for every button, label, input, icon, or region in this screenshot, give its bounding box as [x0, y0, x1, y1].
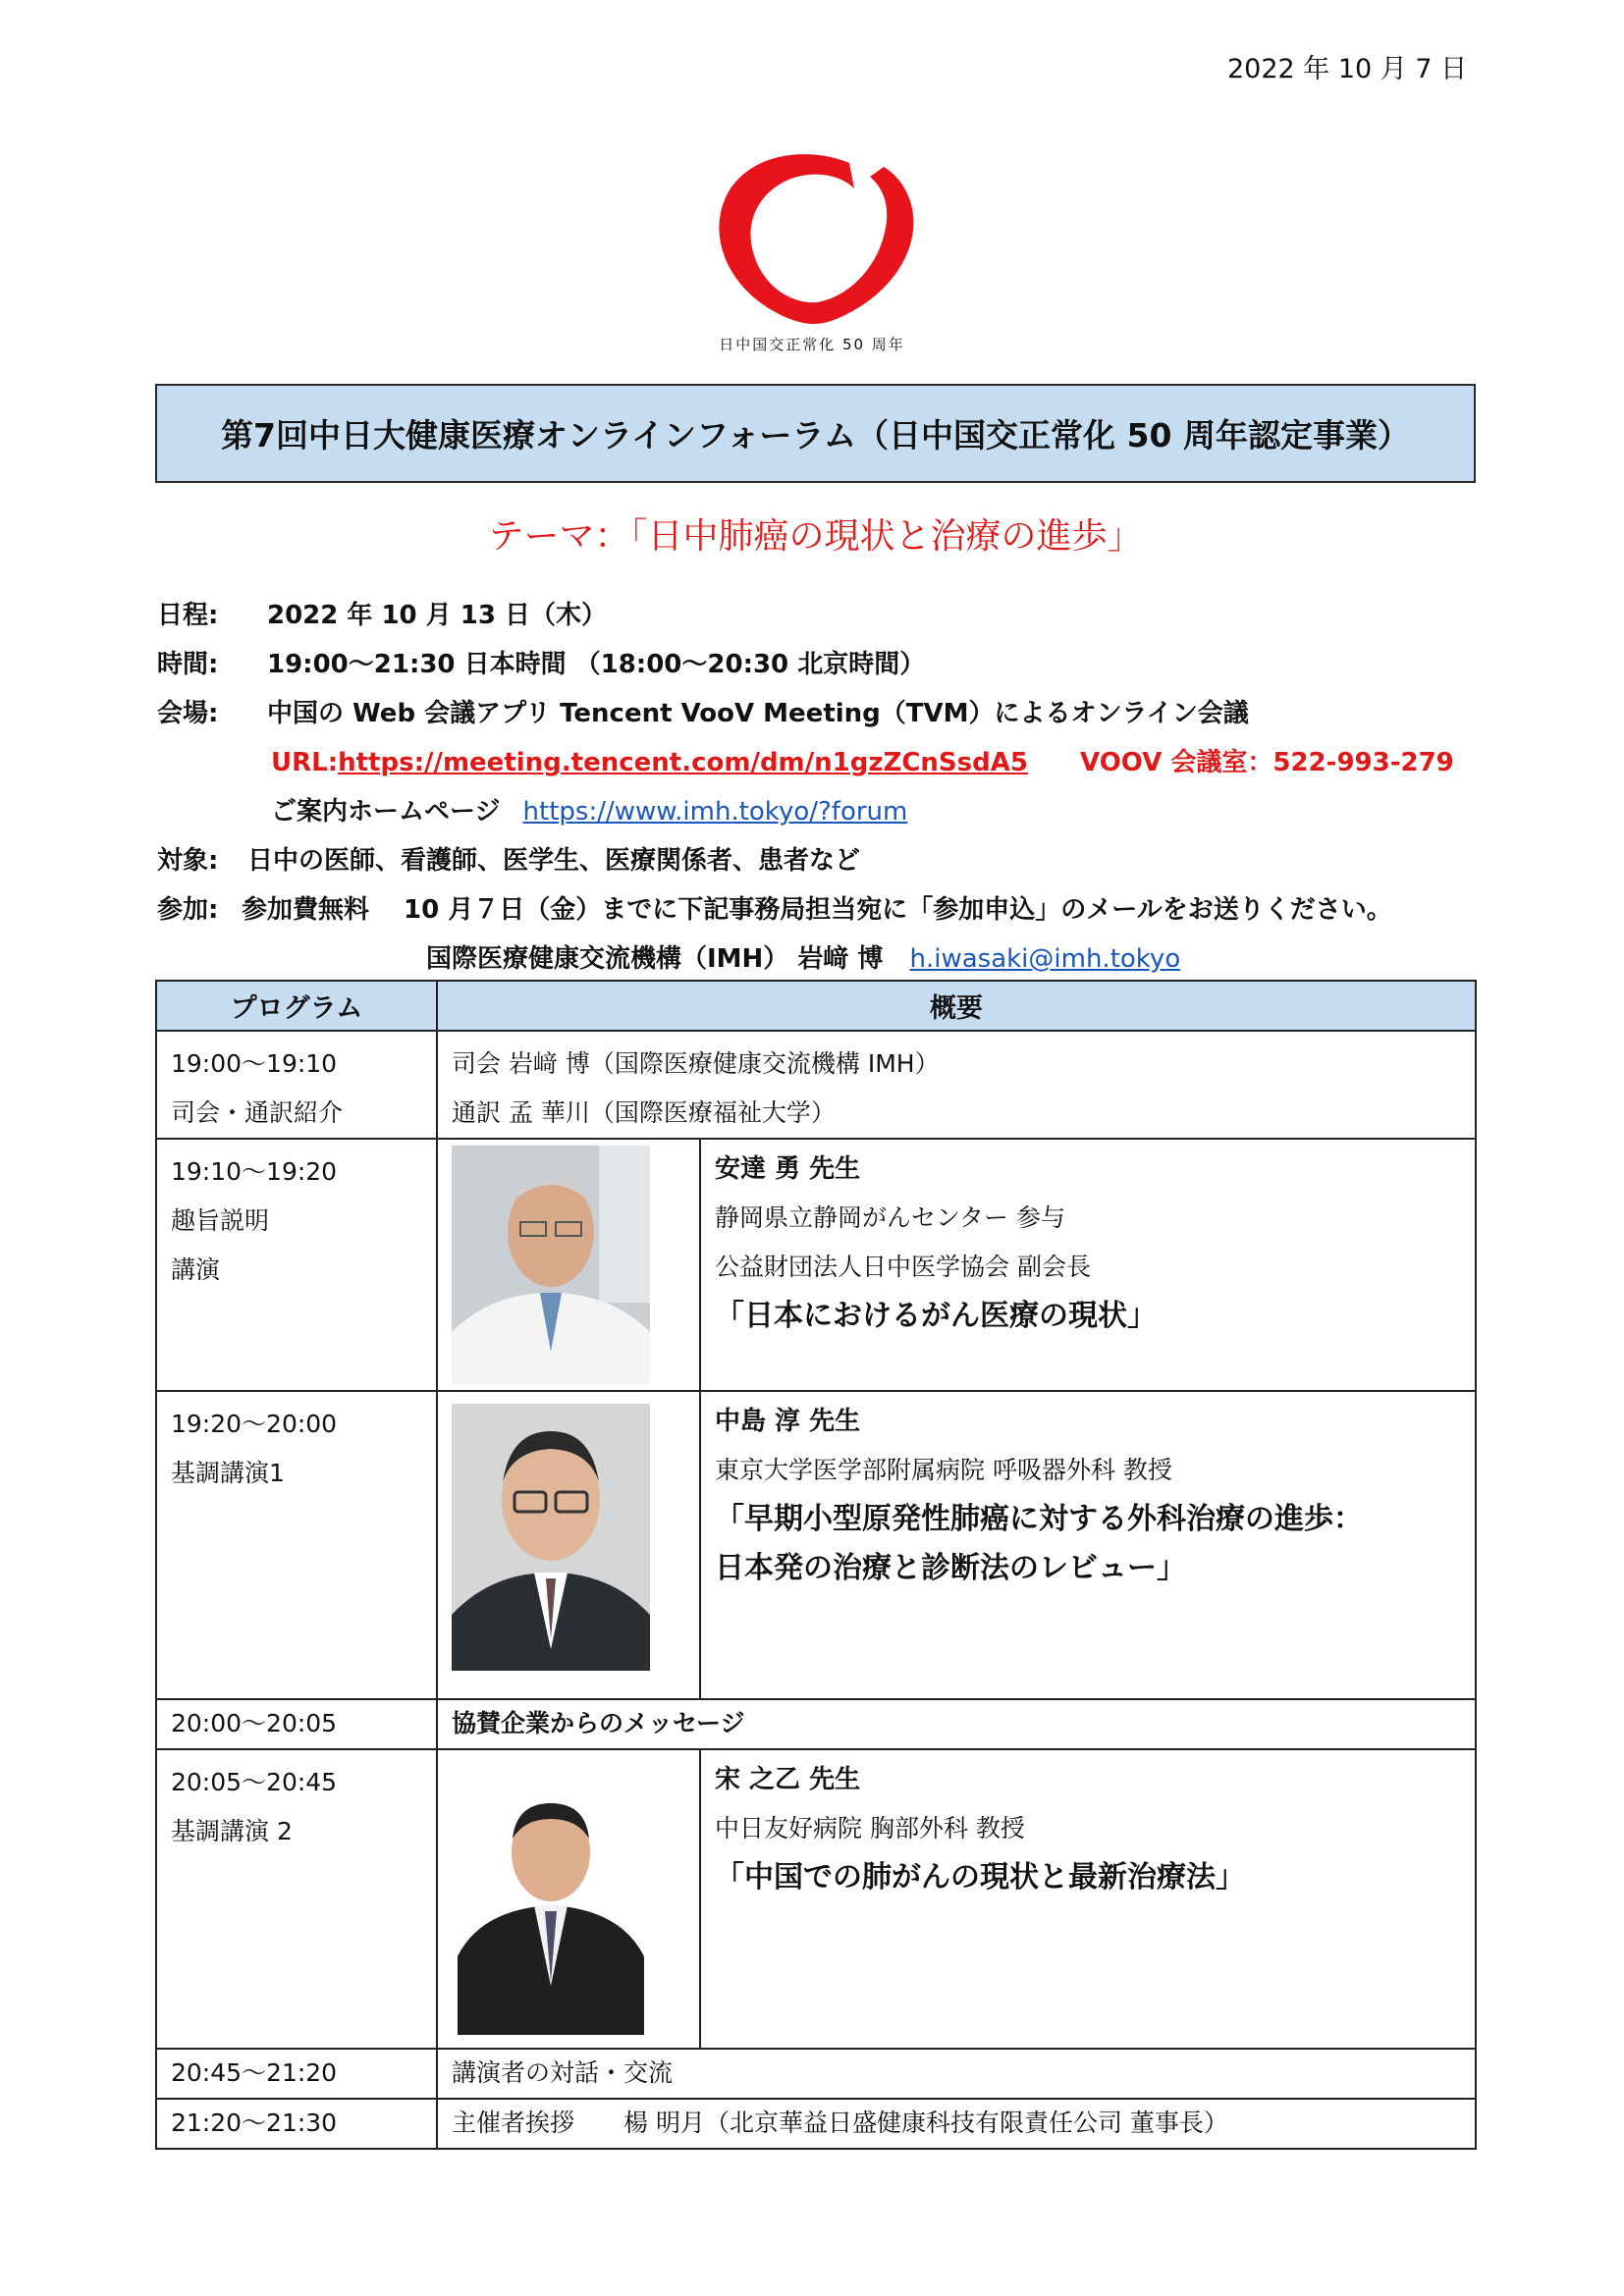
speaker-name: 安達 勇 先生 [715, 1154, 861, 1184]
mc-line: 司会 岩﨑 博（国際医療健康交流機構 IMH） [452, 1049, 940, 1078]
row-time: 20:45～21:20 [171, 2058, 338, 2087]
contact-email-link[interactable]: h.iwasaki@imh.tokyo [909, 944, 1181, 974]
summary-header: 概要 [437, 981, 1476, 1031]
forum-theme: テーマ：「日中肺癌の現状と治療の進歩」 [488, 516, 1143, 557]
document-date: 2022 年 10 月 7 日 [1227, 54, 1468, 84]
talk-title: 「早期小型原発性肺癌に対する外科治療の進歩： [715, 1502, 1363, 1536]
sponsor-message: 協賛企業からのメッセージ [452, 1709, 745, 1737]
schedule-label: 日程: [157, 601, 219, 630]
schedule-value: 2022 年 10 月 13 日（木） [267, 601, 607, 630]
logo-caption: 日中国交正常化 50 周年 [719, 336, 905, 353]
table-row [156, 1699, 1476, 1749]
program-table [155, 980, 1477, 2150]
program-header: プログラム [156, 981, 437, 1031]
venue-label: 会場: [157, 699, 219, 728]
table-row [156, 1749, 1476, 2049]
row-time: 19:00～19:10 [171, 1049, 338, 1078]
host-greeting: 主催者挨拶 楊 明月（北京華益日盛健康科技有限責任公司 董事長） [452, 2109, 1228, 2137]
target-row [157, 840, 860, 877]
speaker-name: 宋 之乙 先生 [715, 1765, 861, 1794]
row-label: 司会・通訳紹介 [171, 1098, 344, 1127]
forum-title: 第7回中日大健康医療オンラインフォーラム（日中国交正常化 50 周年認定事業） [155, 384, 1476, 483]
anniversary-heart-logo [705, 145, 931, 332]
speaker-photo-nakajima [452, 1404, 650, 1671]
meeting-url-link[interactable]: https://meeting.tencent.com/dm/n1gzZCnSsdA5 [338, 748, 1028, 777]
talk-title: 日本発の治療と診断法のレビュー」 [715, 1551, 1186, 1585]
homepage-link[interactable]: https://www.imh.tokyo/?forum [522, 797, 908, 827]
schedule-row [157, 595, 607, 631]
time-row [157, 644, 925, 680]
time-value: 19:00～21:30 日本時間 （18:00～20:30 北京時間） [267, 650, 926, 679]
join-label: 参加: [157, 895, 219, 925]
talk-title: 「日本におけるがん医療の現状」 [715, 1299, 1157, 1333]
row-label: 趣旨説明 [171, 1206, 270, 1235]
row-label: 基調講演 2 [171, 1817, 293, 1845]
target-label: 対象: [157, 846, 219, 876]
interpreter-line: 通訳 孟 華川（国際医療福祉大学） [452, 1098, 836, 1127]
venue-value: 中国の Web 会議アプリ Tencent VooV Meeting（TVM）によるオンライン会議 [267, 699, 1249, 728]
time-label: 時間: [157, 650, 219, 679]
speaker-affiliation: 中日友好病院 胸部外科 教授 [715, 1814, 1025, 1842]
speaker-photo-adachi [452, 1146, 650, 1384]
row-time: 20:00～20:05 [171, 1709, 338, 1737]
row-label: 基調講演1 [171, 1459, 285, 1487]
speaker-affiliation: 公益財団法人日中医学協会 副会長 [715, 1253, 1091, 1281]
join-row [157, 889, 1392, 926]
speaker-affiliation: 静岡県立静岡がんセンター 参与 [715, 1203, 1065, 1232]
speaker-name: 中島 淳 先生 [715, 1407, 861, 1436]
row-time: 20:05～20:45 [171, 1768, 338, 1796]
url-label: URL: [271, 748, 339, 777]
row-time: 19:10～19:20 [171, 1157, 338, 1186]
url-row [271, 742, 1454, 778]
table-row [156, 1031, 1476, 1139]
row-time: 19:20～20:00 [171, 1410, 338, 1438]
talk-title: 「中国での肺がんの現状と最新治療法」 [715, 1860, 1245, 1895]
table-row [156, 1139, 1476, 1391]
table-row [156, 2099, 1476, 2149]
voov-room: VOOV 会議室：522-993-279 [1080, 748, 1454, 777]
dialogue-session: 講演者の対話・交流 [452, 2058, 674, 2087]
contact-row [426, 938, 1180, 975]
target-value: 日中の医師、看護師、医学生、医療関係者、患者など [247, 846, 861, 876]
homepage-label: ご案内ホームページ [271, 797, 501, 827]
table-row [156, 1391, 1476, 1699]
venue-row [157, 693, 1249, 729]
speaker-photo-song [452, 1789, 650, 2035]
table-row [156, 2049, 1476, 2099]
join-value: 参加費無料 10 月７日（金）までに下記事務局担当宛に「参加申込」のメールをお送りください。 [242, 895, 1392, 925]
row-time: 21:20～21:30 [171, 2109, 338, 2137]
homepage-row [271, 791, 907, 828]
contact-name: 国際医療健康交流機構（IMH） 岩﨑 博 [426, 944, 884, 974]
speaker-affiliation: 東京大学医学部附属病院 呼吸器外科 教授 [715, 1456, 1172, 1484]
row-label: 講演 [171, 1255, 221, 1284]
